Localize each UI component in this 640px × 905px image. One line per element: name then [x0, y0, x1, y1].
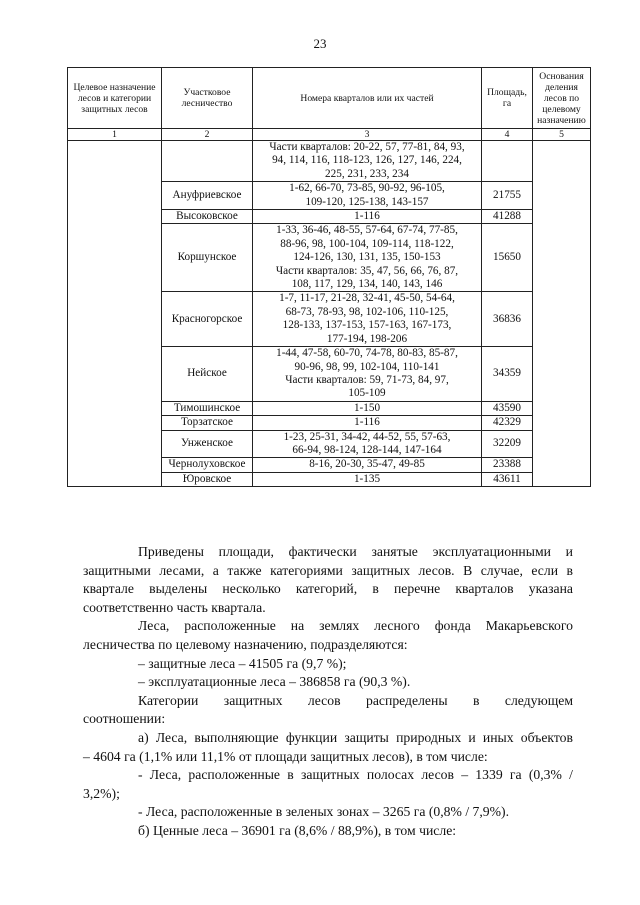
col-number: 1: [68, 129, 162, 141]
forestry-cell: Коршунское: [162, 224, 253, 292]
forestry-cell: Красногорское: [162, 292, 253, 347]
forestry-cell: Чернолуховское: [162, 458, 253, 472]
header-forestry: Участковое лесничество: [162, 68, 253, 129]
forest-allocation-table: [67, 67, 591, 487]
col-number: 2: [162, 129, 253, 141]
header-basis: Основания деления лесов по целевому назначению: [533, 68, 591, 129]
quarters-line: 1-135: [353, 472, 381, 485]
body-text: [83, 543, 573, 841]
quarters-line: 177-194, 198-206: [326, 332, 408, 345]
quarters-line: 225, 231, 233, 234: [325, 167, 409, 180]
purpose-cell: [68, 141, 162, 487]
quarters-line: 1-7, 11-17, 21-28, 32-41, 45-50, 54-64,: [279, 292, 455, 305]
quarters-line: Части кварталов: 35, 47, 56, 66, 76, 87,: [275, 264, 459, 277]
header-quarters: Номера кварталов или их частей: [253, 68, 482, 129]
list-item: – эксплуатационные леса – 386858 га (90,3 %).: [138, 674, 411, 690]
quarters-line: 66-94, 98-124, 128-144, 147-164: [292, 443, 442, 456]
area-cell: 43590: [482, 401, 533, 415]
quarters-line: 8-16, 20-30, 35-47, 49-85: [309, 458, 425, 471]
paragraph-line: соответственно часть квартала.: [83, 599, 266, 615]
header-purpose: Целевое назначение лесов и категории защитных лесов: [68, 68, 162, 129]
area-cell: 43611: [482, 472, 533, 486]
list-item: - Леса, расположенные в зеленых зонах – 3265 га (0,8% / 7,9%).: [138, 804, 510, 820]
area-cell: 21755: [482, 182, 533, 210]
quarters-line: 124-126, 130, 131, 135, 150-153: [293, 251, 441, 264]
quarters-cell: [253, 141, 482, 182]
col-number: 4: [482, 129, 533, 141]
col-number: 5: [533, 129, 591, 141]
area-cell: 34359: [482, 347, 533, 402]
quarters-line: 1-150: [353, 401, 381, 414]
list-item: а) Леса, выполняющие функции защиты природных и иных объектов: [138, 729, 573, 745]
header-area: Площадь, га: [482, 68, 533, 129]
forestry-cell: Высоковское: [162, 210, 253, 224]
quarters-cell: [253, 224, 482, 292]
forestry-cell: Юровское: [162, 472, 253, 486]
paragraph-line: – 4604 га (1,1% или 11,1% от площади защитных лесов), в том числе:: [83, 748, 488, 764]
quarters-line: 109-120, 125-138, 143-157: [305, 195, 429, 208]
quarters-line: 1-62, 66-70, 73-85, 90-92, 96-105,: [289, 182, 445, 195]
area-cell: 41288: [482, 210, 533, 224]
table-header-row: [68, 68, 591, 129]
quarters-cell: [253, 458, 482, 472]
quarters-line: Части кварталов: 59, 71-73, 84, 97,: [285, 373, 449, 386]
quarters-cell: [253, 416, 482, 430]
forestry-cell: Ануфриевское: [162, 182, 253, 210]
quarters-line: 1-116: [354, 210, 380, 223]
paragraph-line: Категории защитных лесов распределены в следующем: [138, 692, 573, 708]
quarters-line: 105-109: [348, 387, 386, 400]
list-item: б) Ценные леса – 36901 га (8,6% / 88,9%), в том числе:: [138, 822, 457, 838]
forestry-cell: Торзатское: [162, 416, 253, 430]
paragraph-line: лесничества по целевому назначению, подразделяются:: [83, 636, 408, 652]
page-number: 23: [313, 36, 327, 51]
paragraph-line: Леса, расположенные на землях лесного фонда Макарьевского: [138, 618, 573, 634]
paragraph-line: квартале выделены несколько категорий, в перечне кварталов указана: [83, 581, 573, 597]
quarters-line: 88-96, 98, 100-104, 109-114, 118-122,: [280, 237, 454, 250]
area-cell: 42329: [482, 416, 533, 430]
quarters-line: 1-44, 47-58, 60-70, 74-78, 80-83, 85-87,: [276, 347, 458, 360]
paragraph-line: Приведены площади, фактически занятые эксплуатационными и: [138, 544, 573, 559]
basis-cell: [533, 141, 591, 487]
forestry-cell: [162, 141, 253, 182]
list-item: – защитные леса – 41505 га (9,7 %);: [138, 655, 347, 671]
quarters-cell: [253, 210, 482, 224]
forestry-cell: Тимошинское: [162, 401, 253, 415]
quarters-cell: [253, 430, 482, 458]
area-cell: 32209: [482, 430, 533, 458]
column-number-row: [68, 129, 591, 141]
quarters-cell: [253, 292, 482, 347]
quarters-line: 90-96, 98, 99, 102-104, 110-141: [294, 360, 440, 373]
table-body: [68, 141, 591, 487]
area-cell: [482, 141, 533, 182]
paragraph-line: защитными лесами, а также категориями защитных лесов. В случае, если в: [83, 562, 573, 578]
area-cell: 23388: [482, 458, 533, 472]
area-cell: 36836: [482, 292, 533, 347]
quarters-line: 108, 117, 129, 134, 140, 143, 146: [291, 278, 443, 291]
paragraph-line: 3,2%);: [83, 785, 120, 801]
quarters-cell: [253, 347, 482, 402]
quarters-line: 68-73, 78-93, 98, 102-106, 110-125,: [285, 305, 449, 318]
quarters-line: 128-133, 137-153, 157-163, 167-173,: [282, 319, 452, 332]
quarters-cell: [253, 182, 482, 210]
quarters-cell: [253, 401, 482, 415]
list-item: - Леса, расположенные в защитных полосах лесов – 1339 га (0,3% /: [138, 767, 573, 783]
forestry-cell: Нейское: [162, 347, 253, 402]
quarters-line: 94, 114, 116, 118-123, 126, 127, 146, 224,: [272, 154, 462, 167]
quarters-cell: [253, 472, 482, 486]
paragraph-line: соотношении:: [83, 711, 166, 727]
table-row: [68, 141, 591, 182]
quarters-line: 1-33, 36-46, 48-55, 57-64, 67-74, 77-85,: [276, 224, 458, 237]
quarters-line: 1-116: [354, 416, 380, 429]
area-cell: 15650: [482, 224, 533, 292]
col-number: 3: [253, 129, 482, 141]
quarters-line: 1-23, 25-31, 34-42, 44-52, 55, 57-63,: [283, 430, 451, 443]
forestry-cell: Унженское: [162, 430, 253, 458]
quarters-line: Части кварталов: 20-22, 57, 77-81, 84, 93,: [269, 141, 465, 153]
